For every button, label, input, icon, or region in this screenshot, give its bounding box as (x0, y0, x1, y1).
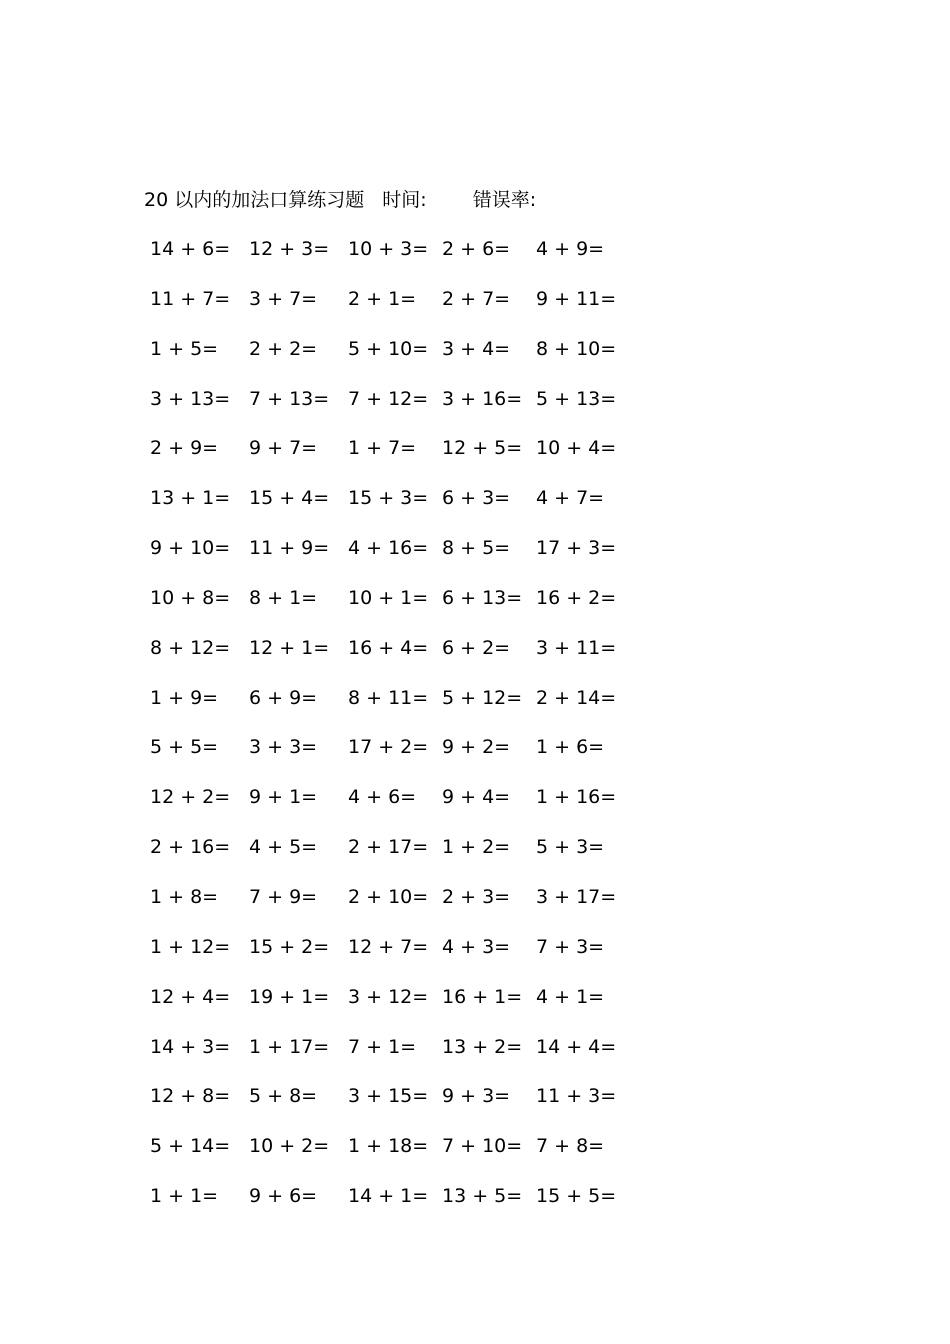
problem-item: 1 + 5= (150, 337, 219, 360)
problem-row (0, 984, 950, 1034)
problem-item: 2 + 7= (442, 287, 511, 310)
time-label: 时间: (382, 189, 427, 211)
problem-item: 9 + 1= (249, 786, 318, 809)
problem-item: 7 + 13= (249, 387, 330, 410)
problem-item: 2 + 10= (348, 885, 429, 908)
problem-item: 4 + 1= (536, 985, 605, 1008)
problem-row (0, 435, 950, 485)
problem-item: 10 + 2= (249, 1135, 330, 1158)
problem-item: 1 + 6= (536, 736, 605, 759)
problem-item: 13 + 5= (442, 1185, 523, 1208)
problem-item: 16 + 4= (348, 636, 429, 659)
problem-item: 4 + 6= (348, 786, 417, 809)
problem-grid (0, 236, 950, 1233)
problem-item: 7 + 1= (348, 1035, 417, 1058)
problem-item: 8 + 1= (249, 586, 318, 609)
problem-item: 1 + 2= (442, 836, 511, 859)
problem-row (0, 1133, 950, 1183)
problem-item: 8 + 11= (348, 686, 429, 709)
problem-row (0, 535, 950, 585)
problem-item: 16 + 2= (536, 586, 617, 609)
problem-item: 2 + 1= (348, 287, 417, 310)
problem-item: 5 + 10= (348, 337, 429, 360)
problem-item: 2 + 17= (348, 836, 429, 859)
problem-item: 7 + 9= (249, 885, 318, 908)
problem-item: 15 + 4= (249, 487, 330, 510)
problem-item: 3 + 4= (442, 337, 511, 360)
problem-item: 9 + 2= (442, 736, 511, 759)
problem-item: 15 + 5= (536, 1185, 617, 1208)
problem-item: 12 + 1= (249, 636, 330, 659)
problem-item: 2 + 6= (442, 238, 511, 260)
problem-item: 7 + 8= (536, 1135, 605, 1158)
problem-item: 2 + 3= (442, 885, 511, 908)
problem-row (0, 1183, 950, 1233)
problem-item: 1 + 12= (150, 935, 231, 958)
problem-item: 9 + 11= (536, 287, 617, 310)
problem-item: 12 + 5= (442, 437, 523, 460)
problem-item: 6 + 2= (442, 636, 511, 659)
problem-item: 11 + 9= (249, 537, 330, 560)
problem-item: 9 + 6= (249, 1185, 318, 1208)
problem-item: 1 + 7= (348, 437, 417, 460)
problem-item: 12 + 3= (249, 238, 330, 260)
problem-item: 13 + 2= (442, 1035, 523, 1058)
problem-item: 14 + 1= (348, 1185, 429, 1208)
problem-item: 10 + 8= (150, 586, 231, 609)
problem-item: 14 + 3= (150, 1035, 231, 1058)
problem-row (0, 784, 950, 834)
problem-row (0, 286, 950, 336)
problem-row (0, 1034, 950, 1084)
problem-item: 5 + 12= (442, 686, 523, 709)
problem-item: 13 + 1= (150, 487, 231, 510)
problem-item: 1 + 16= (536, 786, 617, 809)
problem-item: 17 + 3= (536, 537, 617, 560)
problem-item: 11 + 7= (150, 287, 231, 310)
problem-item: 3 + 16= (442, 387, 523, 410)
problem-item: 3 + 15= (348, 1085, 429, 1108)
problem-item: 3 + 13= (150, 387, 231, 410)
problem-item: 9 + 10= (150, 537, 231, 560)
problem-item: 5 + 3= (536, 836, 605, 859)
worksheet-title: 20 以内的加法口算练习题 (144, 189, 365, 211)
problem-item: 1 + 17= (249, 1035, 330, 1058)
problem-item: 12 + 7= (348, 935, 429, 958)
problem-item: 5 + 5= (150, 736, 219, 759)
problem-item: 1 + 1= (150, 1185, 219, 1208)
problem-item: 9 + 7= (249, 437, 318, 460)
problem-item: 15 + 2= (249, 935, 330, 958)
problem-item: 9 + 4= (442, 786, 511, 809)
problem-row (0, 485, 950, 535)
problem-item: 7 + 12= (348, 387, 429, 410)
problem-item: 12 + 4= (150, 985, 231, 1008)
problem-row (0, 734, 950, 784)
problem-item: 10 + 1= (348, 586, 429, 609)
problem-item: 2 + 2= (249, 337, 318, 360)
problem-item: 5 + 13= (536, 387, 617, 410)
problem-item: 4 + 9= (536, 238, 605, 260)
problem-item: 3 + 11= (536, 636, 617, 659)
problem-item: 14 + 4= (536, 1035, 617, 1058)
problem-item: 4 + 5= (249, 836, 318, 859)
problem-item: 15 + 3= (348, 487, 429, 510)
problem-item: 2 + 16= (150, 836, 231, 859)
problem-item: 12 + 8= (150, 1085, 231, 1108)
problem-item: 2 + 14= (536, 686, 617, 709)
problem-item: 16 + 1= (442, 985, 523, 1008)
problem-item: 7 + 3= (536, 935, 605, 958)
problem-item: 6 + 13= (442, 586, 523, 609)
problem-item: 5 + 14= (150, 1135, 231, 1158)
problem-row (0, 834, 950, 884)
problem-item: 6 + 3= (442, 487, 511, 510)
problem-item: 8 + 5= (442, 537, 511, 560)
problem-row (0, 336, 950, 386)
problem-item: 11 + 3= (536, 1085, 617, 1108)
problem-item: 12 + 2= (150, 786, 231, 809)
problem-item: 1 + 18= (348, 1135, 429, 1158)
problem-row (0, 236, 950, 286)
problem-item: 14 + 6= (150, 238, 231, 260)
problem-item: 2 + 9= (150, 437, 219, 460)
worksheet-header (144, 186, 536, 214)
problem-item: 19 + 1= (249, 985, 330, 1008)
problem-item: 4 + 3= (442, 935, 511, 958)
problem-item: 3 + 17= (536, 885, 617, 908)
problem-item: 4 + 7= (536, 487, 605, 510)
problem-item: 1 + 8= (150, 885, 219, 908)
problem-row (0, 1083, 950, 1133)
problem-item: 17 + 2= (348, 736, 429, 759)
problem-item: 1 + 9= (150, 686, 219, 709)
problem-item: 8 + 12= (150, 636, 231, 659)
problem-item: 3 + 12= (348, 985, 429, 1008)
problem-item: 3 + 7= (249, 287, 318, 310)
error-rate-label: 错误率: (472, 189, 537, 211)
problem-row (0, 884, 950, 934)
problem-item: 8 + 10= (536, 337, 617, 360)
problem-item: 7 + 10= (442, 1135, 523, 1158)
problem-row (0, 635, 950, 685)
problem-row (0, 685, 950, 735)
problem-row (0, 934, 950, 984)
problem-item: 6 + 9= (249, 686, 318, 709)
problem-item: 9 + 3= (442, 1085, 511, 1108)
problem-item: 10 + 3= (348, 238, 429, 260)
problem-item: 10 + 4= (536, 437, 617, 460)
problem-row (0, 386, 950, 436)
problem-item: 3 + 3= (249, 736, 318, 759)
problem-item: 5 + 8= (249, 1085, 318, 1108)
problem-item: 4 + 16= (348, 537, 429, 560)
problem-row (0, 585, 950, 635)
